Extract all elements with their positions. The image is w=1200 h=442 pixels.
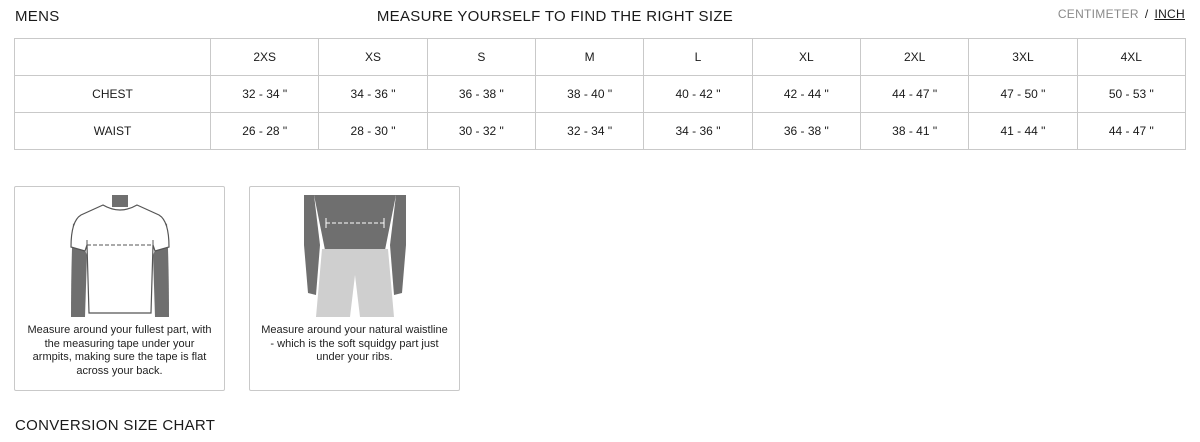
size-table xyxy=(14,38,1186,150)
size-header-cell: XS xyxy=(319,39,427,76)
size-header-cell: 3XL xyxy=(969,39,1077,76)
table-cell: 34 - 36 " xyxy=(644,113,752,150)
unit-centimeter-link[interactable]: CENTIMETER xyxy=(1057,7,1139,21)
table-cell: 34 - 36 " xyxy=(319,76,427,113)
table-cell: 26 - 28 " xyxy=(211,113,319,150)
row-label-waist: WAIST xyxy=(15,113,211,150)
category-label: MENS xyxy=(15,8,60,25)
row-label-chest: CHEST xyxy=(15,76,211,113)
table-cell: 42 - 44 " xyxy=(752,76,860,113)
table-cell: 41 - 44 " xyxy=(969,113,1077,150)
unit-toggle xyxy=(1058,7,1185,21)
table-cell: 47 - 50 " xyxy=(969,76,1077,113)
chest-guide-text: Measure around your fullest part, with the measuring tape under your armpits, making sure the tape is flat across your back. xyxy=(27,324,212,377)
table-cell: 38 - 41 " xyxy=(860,113,968,150)
waist-measure-icon xyxy=(300,195,410,317)
table-cell: 44 - 47 " xyxy=(860,76,968,113)
conversion-chart-title: CONVERSION SIZE CHART xyxy=(15,417,216,434)
chest-measure-icon xyxy=(65,195,175,317)
table-cell: 28 - 30 " xyxy=(319,113,427,150)
table-row-chest xyxy=(15,76,1186,113)
page-header xyxy=(0,0,1200,34)
size-header-cell: M xyxy=(535,39,643,76)
size-header-cell: XL xyxy=(752,39,860,76)
table-cell: 38 - 40 " xyxy=(535,76,643,113)
waist-guide-text: Measure around your natural waistline - which is the soft squidgy part just under your ribs. xyxy=(261,324,448,364)
unit-inch-link[interactable]: INCH xyxy=(1154,7,1185,21)
size-header-cell: 2XL xyxy=(860,39,968,76)
corner-cell xyxy=(15,39,211,76)
chest-guide-card xyxy=(14,186,225,391)
size-header-cell: 4XL xyxy=(1077,39,1185,76)
page-title: MEASURE YOURSELF TO FIND THE RIGHT SIZE xyxy=(376,8,734,25)
size-header-cell: S xyxy=(427,39,535,76)
table-row-waist xyxy=(15,113,1186,150)
table-cell: 32 - 34 " xyxy=(535,113,643,150)
size-header-cell: L xyxy=(644,39,752,76)
table-cell: 36 - 38 " xyxy=(752,113,860,150)
table-cell: 36 - 38 " xyxy=(427,76,535,113)
table-cell: 44 - 47 " xyxy=(1077,113,1185,150)
size-header-cell: 2XS xyxy=(211,39,319,76)
waist-guide-card xyxy=(249,186,460,391)
table-cell: 30 - 32 " xyxy=(427,113,535,150)
table-cell: 32 - 34 " xyxy=(211,76,319,113)
table-cell: 40 - 42 " xyxy=(644,76,752,113)
size-header-row xyxy=(15,39,1186,76)
unit-separator: / xyxy=(1144,7,1149,21)
table-cell: 50 - 53 " xyxy=(1077,76,1185,113)
